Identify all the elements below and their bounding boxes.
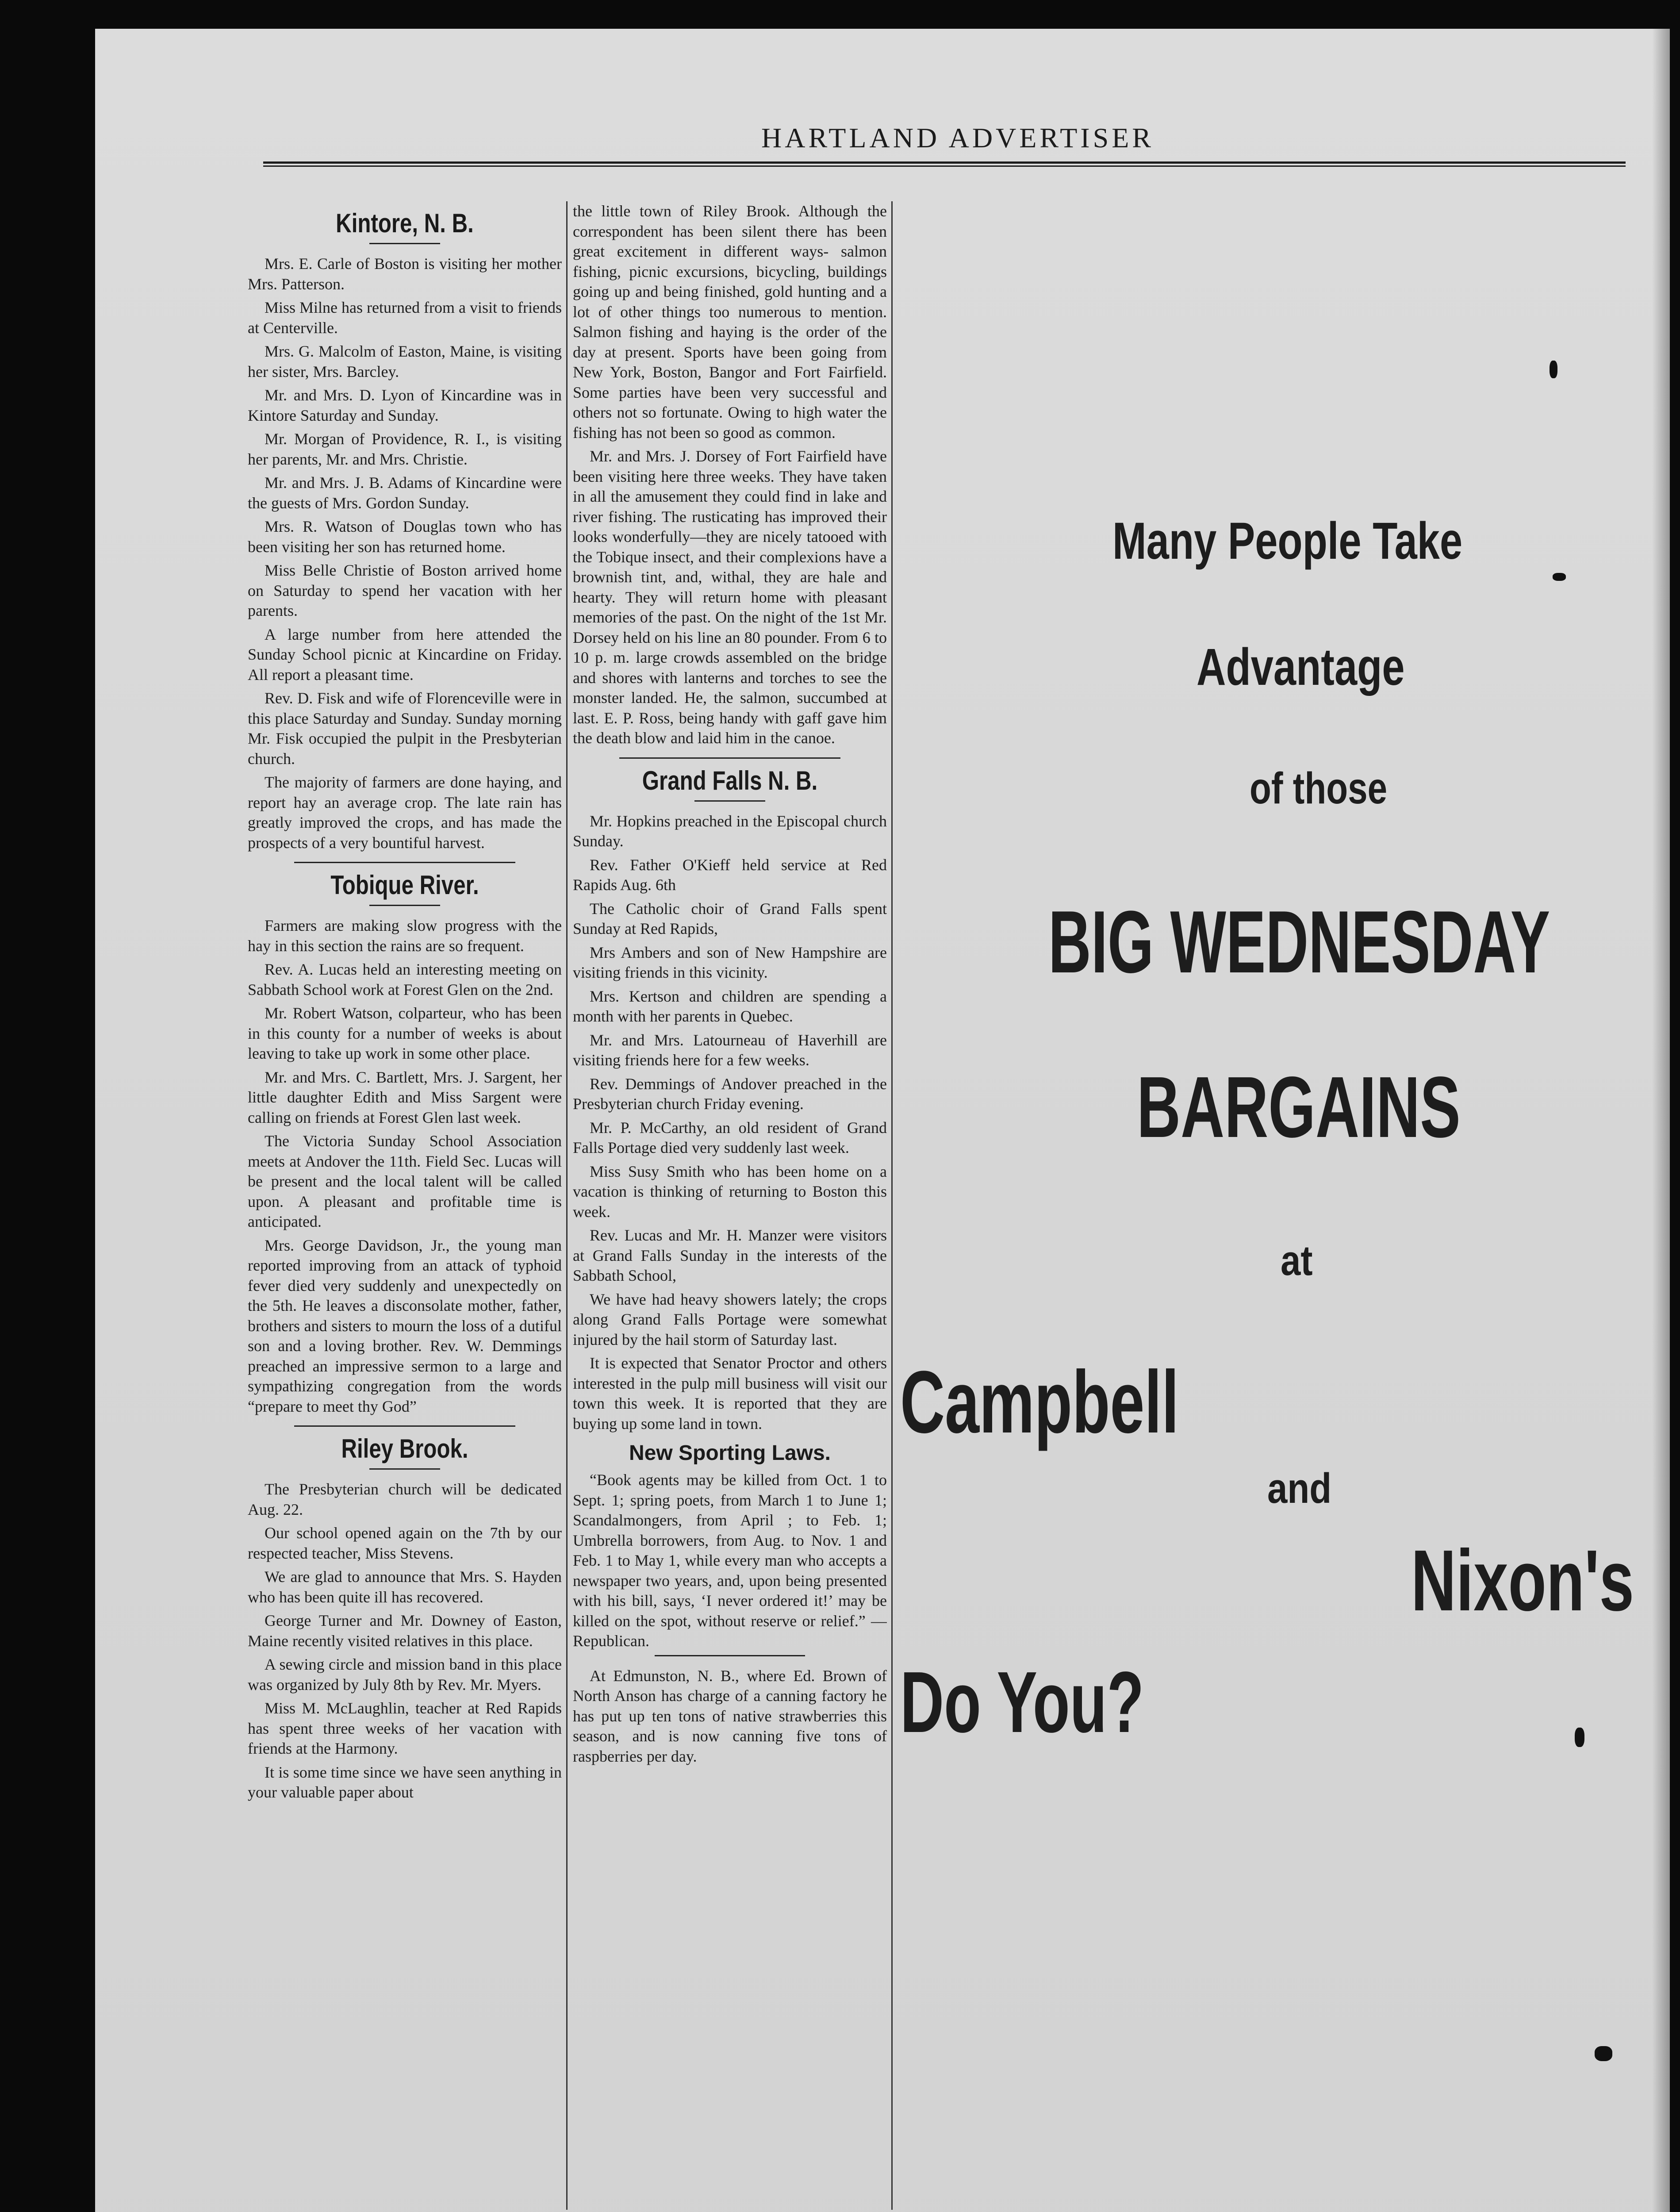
news-item: Mr. and Mrs. D. Lyon of Kincardine was in Kintore Saturday and Sunday. (248, 386, 562, 424)
news-item: Mrs. E. Carle of Boston is visiting her mother Mrs. Patterson. (248, 255, 562, 293)
section-divider (294, 1425, 515, 1427)
news-item: Miss Milne has returned from a visit to friends at Centerville. (248, 299, 562, 337)
news-item: Mr. and Mrs. J. Dorsey of Fort Fairfield have been visiting here three weeks. They have taken in all the amusement they could find in lake and river fishing. The rusticating has improved their looks wonderfully—they are nicely tatooed with the Tobique insect, and their complexions have a brownish tint, and, withal, they are hale and hearty. They will return home with pleasant memories of the past. On the night of the 1st Mr. Dorsey held on his line an 80 pounder. From 6 to 10 p. m. large crowds assembled on the bridge and shores with lanterns and torches to see the monster landed. He, the salmon, succumbed at last. E. P. Ross, being handy with gaff gave him the death blow and laid him in the canoe. (573, 447, 887, 747)
divider (369, 905, 440, 906)
ink-smudge (1550, 361, 1557, 378)
news-item: Rev. Father O'Kieff held service at Red Rapids Aug. 6th (573, 856, 887, 894)
news-item: Mrs. G. Malcolm of Easton, Maine, is visiting her sister, Mrs. Barcley. (248, 342, 562, 380)
ink-smudge (1595, 2046, 1612, 2061)
section-divider (619, 757, 840, 759)
newspaper-page (95, 29, 1670, 2212)
heading-kintore: Kintore, N. B. (336, 208, 474, 238)
divider (694, 800, 765, 802)
news-item: Mrs. George Davidson, Jr., the young man reported improving from an attack of typhoid fever died very suddenly and unexpectedly on the 5th. He leaves a disconsolate mother, father, brothers and sisters to mourn the loss of a dutiful son and a loving brother. Rev. W. Demmings preached an impressive sermon to a large and sympathizing congregation from the words “prepare to meet thy God” (248, 1236, 562, 1415)
page-edge-shadow (1652, 29, 1670, 2212)
divider (369, 1468, 440, 1470)
news-item: We have had heavy showers lately; the crops along Grand Falls Portage were somewhat injured by the hail storm of Saturday last. (573, 1290, 887, 1348)
news-item: Mr. and Mrs. J. B. Adams of Kincardine were the guests of Mrs. Gordon Sunday. (248, 474, 562, 512)
news-item: We are glad to announce that Mrs. S. Hayden who has been quite ill has recovered. (248, 1568, 562, 1606)
ad-line-campbell: Campbell (900, 1353, 1179, 1452)
news-item: Miss Susy Smith who has been home on a vacation is thinking of returning to Boston this week. (573, 1162, 887, 1221)
ad-line-and: and (1267, 1465, 1332, 1512)
news-item: The Victoria Sunday School Association meets at Andover the 11th. Field Sec. Lucas will be present and the local talent will be called upon. A pleasant and profitable time is anticipated. (248, 1132, 562, 1230)
news-item: It is some time since we have seen anything in your valuable paper about (248, 1763, 562, 1801)
heading-tobique-river: Tobique River. (330, 870, 479, 900)
news-item: the little town of Riley Brook. Although the correspondent has been silent there has been great excitement in different ways- salmon fishing, picnic excursions, bicycling, buildings going up and being finished, gold hunting and a lot of other things too numerous to mention. Salmon fishing and haying is the order of the day at present. Sports have been going from New York, Boston, Bangor and Fort Fairfield. Some parties have been very successful and others not so fortunate. Owing to high water the fishing has not been so good as common. (573, 202, 887, 442)
news-item: A large number from here attended the Sunday School picnic at Kincardine on Friday. All report a pleasant time. (248, 625, 562, 684)
ad-line-big-wednesday: BIG WEDNESDAY (1048, 893, 1550, 991)
section-divider (294, 862, 515, 863)
news-item: Miss Belle Christie of Boston arrived home on Saturday to spend her vacation with her parents. (248, 561, 562, 619)
news-item: Rev. A. Lucas held an interesting meeting on Sabbath School work at Forest Glen on the 2nd. (248, 960, 562, 998)
masthead: HARTLAND ADVERTISER (761, 122, 1154, 154)
news-item: The Catholic choir of Grand Falls spent Sunday at Red Rapids, (573, 899, 887, 937)
news-item: Mr. P. McCarthy, an old resident of Grand Falls Portage died very suddenly last week. (573, 1118, 887, 1156)
news-item: Rev. Demmings of Andover preached in the Presbyterian church Friday evening. (573, 1075, 887, 1113)
divider (655, 1655, 805, 1656)
masthead-rule (263, 161, 1626, 167)
ad-line-do-you: Do You? (900, 1654, 1144, 1751)
news-item: Farmers are making slow progress with the hay in this section the rains are so frequent. (248, 917, 562, 955)
news-item: Mr. Morgan of Providence, R. I., is visiting her parents, Mr. and Mrs. Christie. (248, 430, 562, 468)
ad-line-advantage: Advantage (1197, 638, 1405, 696)
ad-line-at: at (1281, 1237, 1313, 1284)
heading-riley-brook: Riley Brook. (341, 1434, 468, 1463)
news-item: George Turner and Mr. Downey of Easton, Maine recently visited relatives in this place. (248, 1612, 562, 1650)
ad-line-of-those: of those (1250, 764, 1388, 813)
news-item: It is expected that Senator Proctor and others interested in the pulp mill business will visit our town this week. It is reported that they are buying up some land in town. (573, 1354, 887, 1432)
news-item: Mr. and Mrs. Latourneau of Haverhill are visiting friends here for a few weeks. (573, 1031, 887, 1069)
news-item: Mrs. Kertson and children are spending a month with her parents in Quebec. (573, 987, 887, 1025)
ink-smudge (1575, 1728, 1584, 1747)
heading-grand-falls: Grand Falls N. B. (642, 765, 818, 795)
column-1 (248, 201, 562, 2212)
news-item: Mr. Hopkins preached in the Episcopal church Sunday. (573, 812, 887, 850)
news-item: The majority of farmers are done haying, and report hay an average crop. The late rain has greatly improved the crops, and has made the prospects of a very bountiful harvest. (248, 773, 562, 852)
news-item: Rev. D. Fisk and wife of Florenceville were in this place Saturday and Sunday. Sunday morning Mr. Fisk occupied the pulpit in the Presbyterian church. (248, 689, 562, 768)
news-item: Rev. Lucas and Mr. H. Manzer were visitors at Grand Falls Sunday in the interests of the Sabbath School, (573, 1226, 887, 1284)
news-item: “Book agents may be killed from Oct. 1 to Sept. 1; spring poets, from March 1 to June 1; Scandalmongers, from April ; to Feb. 1; Umbrella borrowers, from Aug. to Nov. 1 and Feb. 1 to May 1, while every man who accepts a newspaper two years, and, upon being presented with his bill, says, ‘I never ordered it!’ may be killed on the spot, without reserve or relief.” —Republican. (573, 1471, 887, 1650)
news-item: Mr. and Mrs. C. Bartlett, Mrs. J. Sargent, her little daughter Edith and Miss Sargent were calling on friends at Forest Glen last week. (248, 1068, 562, 1126)
column-2 (573, 201, 887, 2212)
column-rule (566, 201, 568, 2210)
advertisement (891, 201, 1652, 2212)
divider (369, 243, 440, 244)
news-item: Mrs Ambers and son of New Hampshire are visiting friends in this vicinity. (573, 943, 887, 981)
heading-new-sporting-laws: New Sporting Laws. (629, 1441, 831, 1465)
ad-line-nixons: Nixon's (1411, 1532, 1634, 1629)
news-item: At Edmunston, N. B., where Ed. Brown of North Anson has charge of a canning factory he has put up ten tons of native strawberries this season, and is now canning five tons of raspberries per day. (573, 1667, 887, 1765)
news-item: Our school opened again on the 7th by our respected teacher, Miss Stevens. (248, 1524, 562, 1562)
news-item: The Presbyterian church will be dedicated Aug. 22. (248, 1480, 562, 1518)
news-item: Miss M. McLaughlin, teacher at Red Rapids has spent three weeks of her vacation with friends at the Harmony. (248, 1699, 562, 1757)
news-item: Mr. Robert Watson, colparteur, who has been in this county for a number of weeks is about leaving to take up work in some other place. (248, 1004, 562, 1062)
news-item: Mrs. R. Watson of Douglas town who has been visiting her son has returned home. (248, 518, 562, 556)
ink-smudge (1553, 573, 1566, 581)
ad-line-bargains: BARGAINS (1137, 1059, 1461, 1156)
news-item: A sewing circle and mission band in this place was organized by July 8th by Rev. Mr. Myers. (248, 1655, 562, 1694)
ad-line-many-people: Many People Take (1112, 512, 1463, 570)
